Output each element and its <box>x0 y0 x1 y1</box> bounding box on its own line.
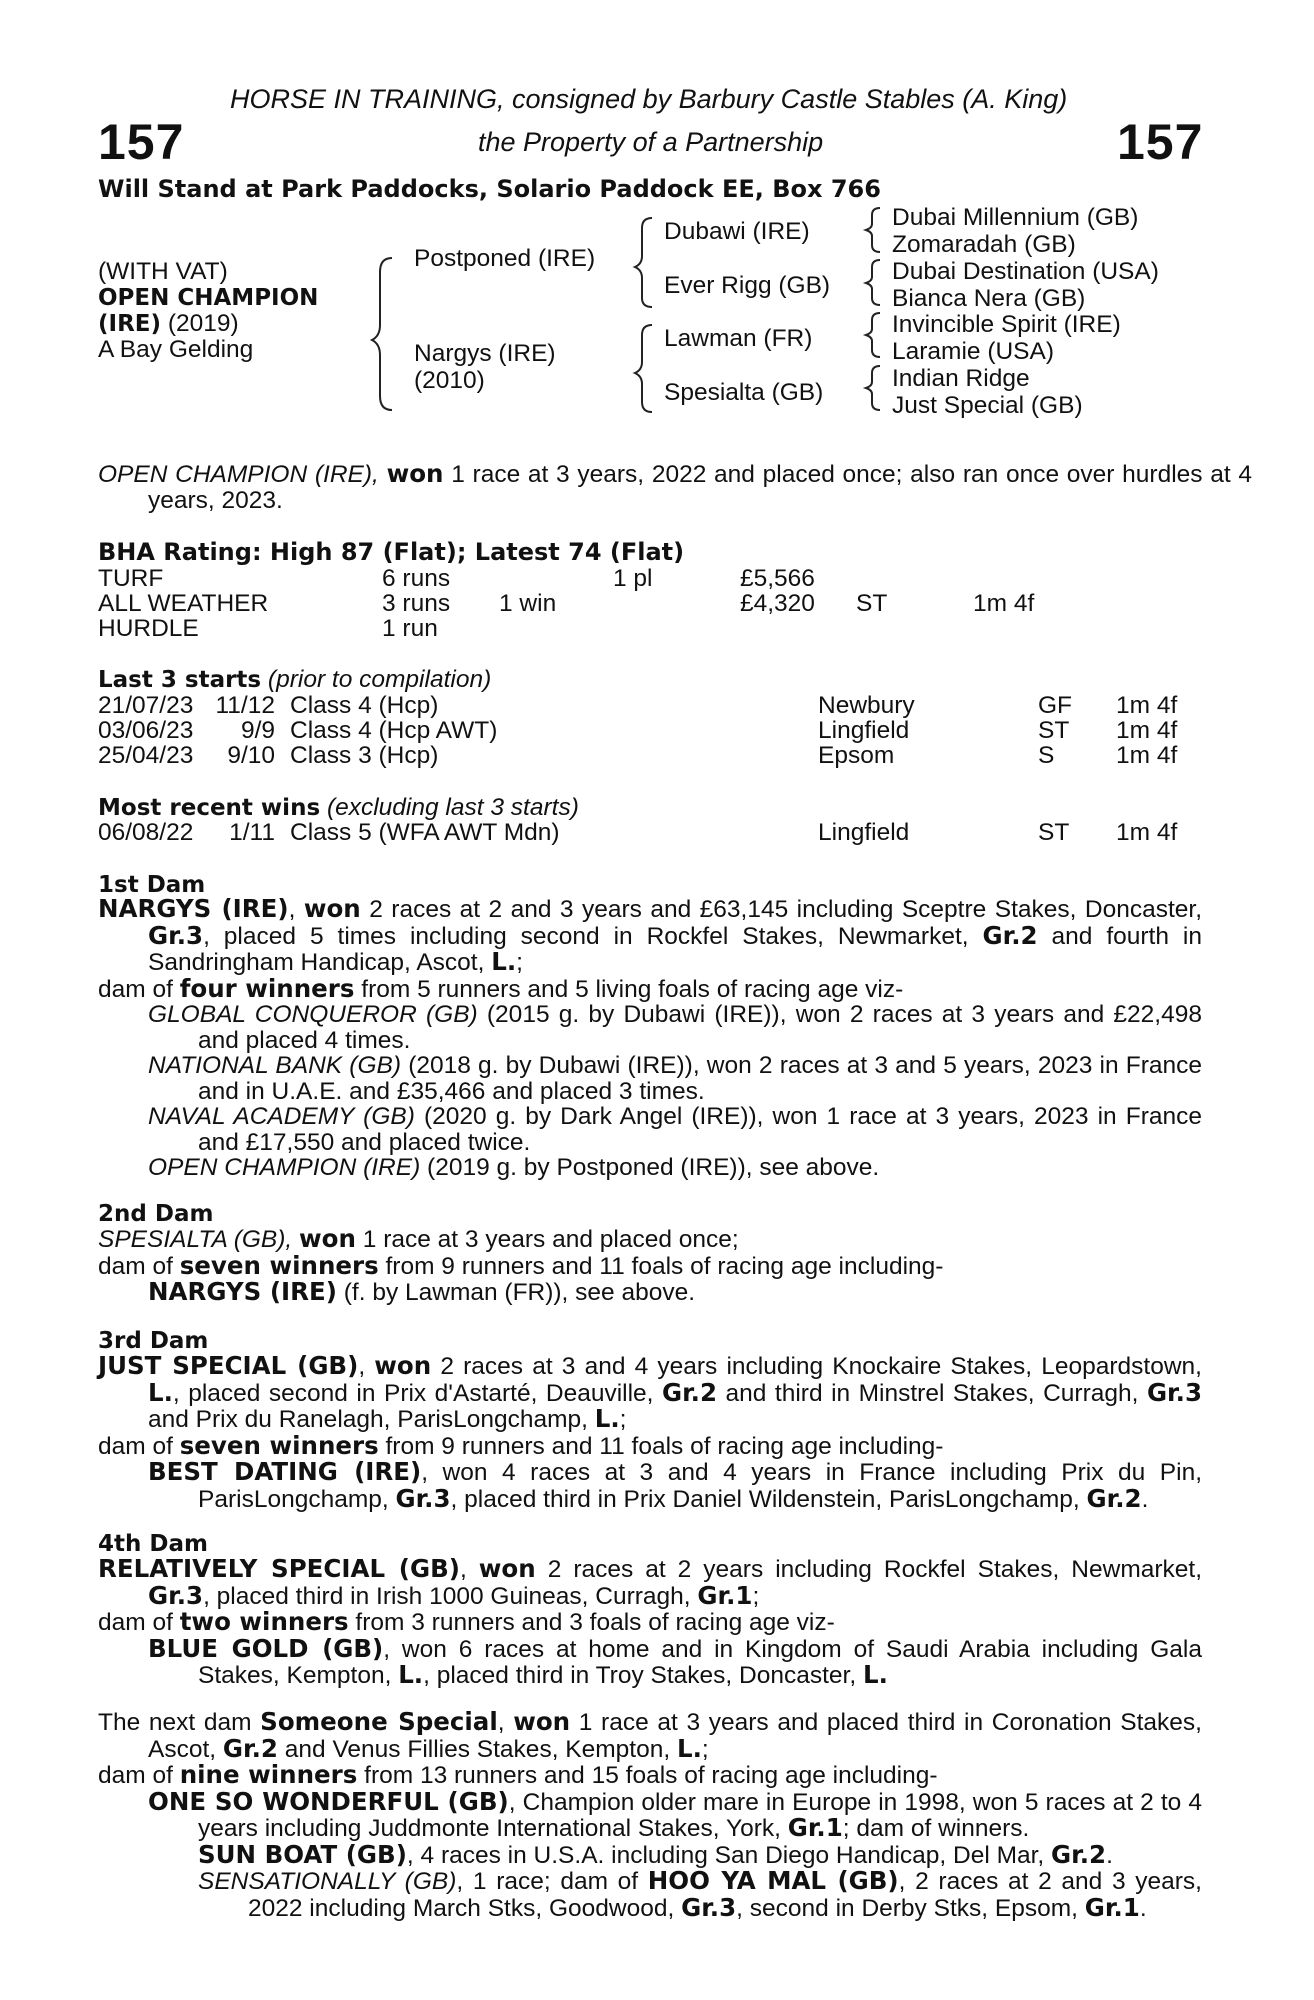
rating-title: BHA Rating: High 87 (Flat); Latest 74 (Flat) <box>98 538 685 566</box>
owner-line: the Property of a Partnership <box>478 127 824 157</box>
horse-name: OPEN CHAMPION <box>98 285 319 311</box>
start-going: GF <box>1038 692 1073 719</box>
start-going: S <box>1038 742 1055 769</box>
race-summary: OPEN CHAMPION (IRE), won 1 race at 3 years, 2022 and placed once; also ran once over hurdles at 4 years, 2023. <box>98 459 1252 514</box>
last-starts-title: Last 3 starts (prior to compilation) <box>98 666 492 693</box>
pedigree-gg-5: Invincible Spirit (IRE) <box>892 311 1121 338</box>
pedigree-gg-1: Dubai Millennium (GB) <box>892 204 1139 231</box>
vat-note: (WITH VAT) <box>98 258 228 285</box>
consignor-line: HORSE IN TRAINING, consigned by Barbury Castle Stables (A. King) <box>230 84 1068 114</box>
start-distance: 1m 4f <box>1116 692 1178 719</box>
dam4-section: RELATIVELY SPECIAL (GB), won 2 races at 2 years including Rockfel Stakes, Newmarket, Gr.3, placed third in Irish 1000 Guineas, Curragh, Gr.1; dam of two winners from 3 runners and 3 foals of racing age viz- BLUE GOLD (GB), won 6 races at home and in Kingdom of Saudi Arabia including Gala Stakes, Kempton, L., placed third in Troy Stakes, Doncaster, L. <box>98 1554 1202 1689</box>
pedigree-dam-year: (2010) <box>414 367 485 394</box>
rating-surface: HURDLE <box>98 615 199 642</box>
rating-going: ST <box>856 590 888 617</box>
horse-description: A Bay Gelding <box>98 336 254 363</box>
pedigree-gg-6: Laramie (USA) <box>892 338 1055 365</box>
dam2-title: 2nd Dam <box>98 1201 214 1227</box>
dam1-title: 1st Dam <box>98 872 206 898</box>
start-position: 9/9 <box>240 717 275 744</box>
start-date: 21/07/23 <box>98 692 194 719</box>
start-course: Epsom <box>818 742 895 769</box>
stand-location: Will Stand at Park Paddocks, Solario Paddock EE, Box 766 <box>98 175 881 203</box>
rating-wins: 1 win <box>499 590 557 617</box>
recent-wins-title: Most recent wins (excluding last 3 starts) <box>98 794 579 821</box>
pedigree-dam: Nargys (IRE) <box>414 340 556 367</box>
pedigree-sire-sire: Dubawi (IRE) <box>664 218 810 245</box>
rating-runs: 6 runs <box>382 565 451 592</box>
win-date: 06/08/22 <box>98 819 194 846</box>
dam2-section: SPESIALTA (GB), won 1 race at 3 years and placed once; dam of seven winners from 9 runners and 11 foals of racing age including- NARGYS (IRE) (f. by Lawman (FR)), see above. <box>98 1224 944 1306</box>
pedigree-gg-7: Indian Ridge <box>892 365 1030 392</box>
pedigree-sire-dam: Ever Rigg (GB) <box>664 272 831 299</box>
pedigree-dam-sire: Lawman (FR) <box>664 325 813 352</box>
pedigree-gg-8: Just Special (GB) <box>892 392 1083 419</box>
rating-surface: TURF <box>98 565 164 592</box>
start-class: Class 3 (Hcp) <box>290 742 439 769</box>
horse-origin-year: (IRE) (2019) <box>98 310 239 337</box>
win-position: 1/11 <box>229 819 275 846</box>
start-going: ST <box>1038 717 1070 744</box>
win-distance: 1m 4f <box>1116 819 1178 846</box>
start-distance: 1m 4f <box>1116 742 1178 769</box>
rating-surface: ALL WEATHER <box>98 590 269 617</box>
rating-distance: 1m 4f <box>973 590 1035 617</box>
rating-placed: 1 pl <box>613 565 653 592</box>
start-position: 11/12 <box>215 692 275 719</box>
pedigree-gg-4: Bianca Nera (GB) <box>892 285 1086 312</box>
pedigree-dam-dam: Spesialta (GB) <box>664 379 824 406</box>
lot-number-left: 157 <box>98 114 185 170</box>
dam3-title: 3rd Dam <box>98 1328 209 1354</box>
win-going: ST <box>1038 819 1070 846</box>
win-class: Class 5 (WFA AWT Mdn) <box>290 819 560 846</box>
start-date: 25/04/23 <box>98 742 194 769</box>
start-class: Class 4 (Hcp) <box>290 692 439 719</box>
next-dam-section: The next dam Someone Special, won 1 race at 3 years and placed third in Coronation Stakes, Ascot, Gr.2 and Venus Fillies Stakes, Kempton, L.; dam of nine winners from 13 runners and 15 foals of racing age including- ONE SO WONDERFUL (GB), Champion older mare in Europe in 1998, won 5 races at 2 to 4 years including Juddmonte International Stakes, York, Gr.1; dam of winners. SUN BOAT (GB), 4 races in U.S.A. including San Diego Handicap, Del Mar, Gr.2. SENSATIONALLY (GB), 1 race; dam of HOO YA MAL (GB), 2 races at 2 and 3 years, 2022 including March Stks, Goodwood, Gr.3, second in Derby Stks, Epsom, Gr.1. <box>98 1707 1203 1922</box>
rating-runs: 3 runs <box>382 590 451 617</box>
rating-runs: 1 run <box>382 615 438 642</box>
start-date: 03/06/23 <box>98 717 194 744</box>
start-class: Class 4 (Hcp AWT) <box>290 717 498 744</box>
pedigree-gg-2: Zomaradah (GB) <box>892 231 1076 258</box>
rating-prize: £4,320 <box>740 590 815 617</box>
start-course: Newbury <box>818 692 915 719</box>
dam3-section: JUST SPECIAL (GB), won 2 races at 3 and 4 years including Knockaire Stakes, Leopardstown, L., placed second in Prix d'Astarté, Deauville, Gr.2 and third in Minstrel Stakes, Curragh, Gr.3 and Prix du Ranelagh, ParisLongchamp, L.; dam of seven winners from 9 runners and 11 foals of racing age including- BEST DATING (IRE), won 4 races at 3 and 4 years in France including Prix du Pin, ParisLongchamp, Gr.3, placed third in Prix Daniel Wildenstein, ParisLongchamp, Gr.2. <box>98 1351 1202 1513</box>
dam4-title: 4th Dam <box>98 1531 208 1557</box>
start-distance: 1m 4f <box>1116 717 1178 744</box>
start-position: 9/10 <box>227 742 275 769</box>
lot-number-right: 157 <box>1117 114 1204 170</box>
dam1-section: NARGYS (IRE), won 2 races at 2 and 3 years and £63,145 including Sceptre Stakes, Doncaster, Gr.3, placed 5 times including second in Rockfel Stakes, Newmarket, Gr.2 and fourth in Sandringham Handicap, Ascot, L.; dam of four winners from 5 runners and 5 living foals of racing age viz- GLOBAL CONQUEROR (GB) (2015 g. by Dubawi (IRE)), won 2 races at 3 years and £22,498 and placed 4 times. NATIONAL BANK (GB) (2018 g. by Dubawi (IRE)), won 2 races at 3 and 5 years, 2023 in France and in U.A.E. and £35,466 and placed 3 times. NAVAL ACADEMY (GB) (2020 g. by Dark Angel (IRE)), won 1 race at 3 years, 2023 in France and £17,550 and placed twice. OPEN CHAMPION (IRE) (2019 g. by Postponed (IRE)), see above. <box>98 894 1203 1181</box>
pedigree-gg-3: Dubai Destination (USA) <box>892 258 1159 285</box>
win-course: Lingfield <box>818 819 910 846</box>
pedigree-sire: Postponed (IRE) <box>414 245 596 272</box>
start-course: Lingfield <box>818 717 910 744</box>
rating-prize: £5,566 <box>740 565 815 592</box>
